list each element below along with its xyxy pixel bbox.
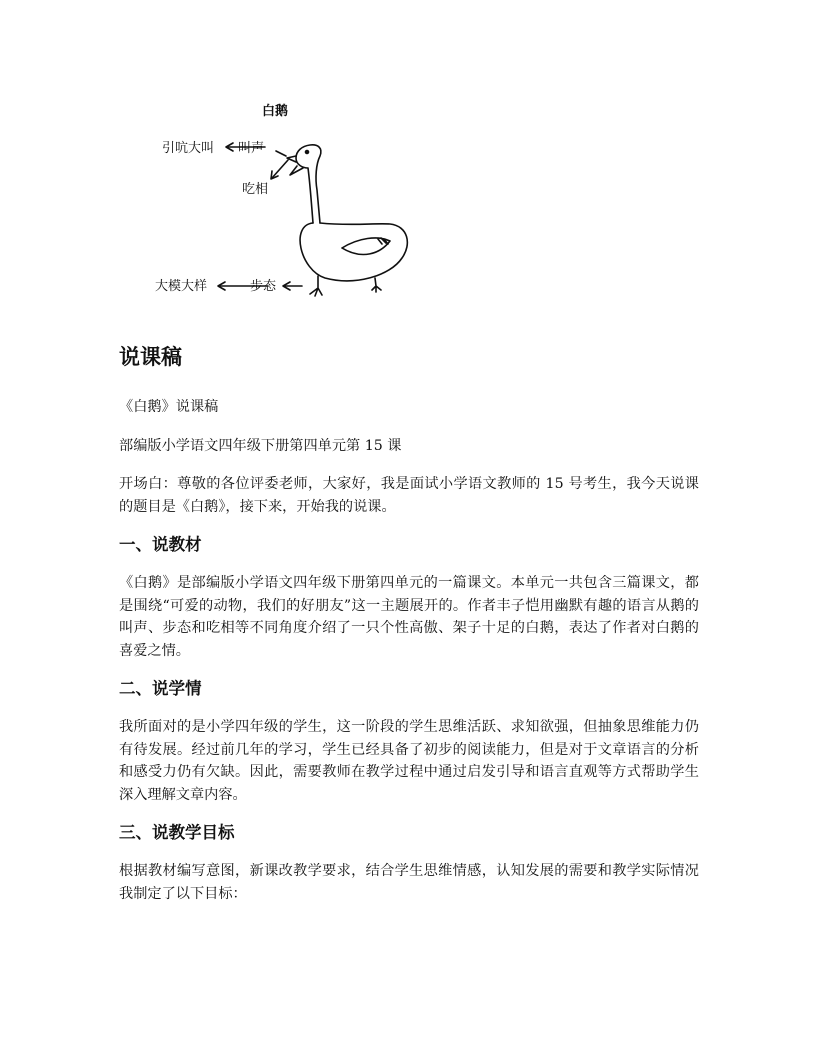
label-eat: 吃相: [242, 182, 269, 197]
document-body: [119, 340, 699, 919]
label-cry: 叫声: [238, 141, 265, 156]
lesson-info: 部编版小学语文四年级下册第四单元第 15 课: [119, 437, 402, 454]
section-heading-textbook: 一、说教材: [119, 535, 202, 554]
label-loud-call: 引吭大叫: [162, 141, 215, 156]
section-heading-goals: 三、说教学目标: [119, 823, 235, 842]
label-gait: 步态: [250, 279, 277, 294]
section-text-goals: 根据教材编写意图，新课改教学要求，结合学生思维情感，认知发展的需要和教学实际情况我制定了以下目标：: [119, 863, 699, 902]
opening-paragraph: 开场白：尊敬的各位评委老师，大家好，我是面试小学语文教师的 15 号考生，我今天说课的题目是《白鹅》，接下来，开始我的说课。: [119, 476, 699, 515]
page-title: 说课稿: [119, 345, 182, 369]
section-text-textbook: 《白鹅》是部编版小学语文四年级下册第四单元的一篇课文。本单元一共包含三篇课文，都是围绕“可爱的动物，我们的好朋友”这一主题展开的。作者丰子恺用幽默有趣的语言从鹅的叫声、步态和吃相等不同角度介绍了一只个性高傲、架子十足的白鹅，表达了作者对白鹅的喜爱之情。: [119, 575, 699, 659]
section-text-students: 我所面对的是小学四年级的学生，这一阶段的学生思维活跃、求知欲强，但抽象思维能力仍有待发展。经过前几年的学习，学生已经具备了初步的阅读能力，但是对于文章语言的分析和感受力仍有欠缺。因此，需要教师在教学过程中通过启发引导和语言直观等方式帮助学生深入理解文章内容。: [119, 719, 699, 803]
doc-subtitle: 《白鹅》说课稿: [119, 399, 219, 415]
goose-diagram: [150, 98, 420, 308]
label-swagger: 大模大样: [155, 279, 208, 294]
diagram-title: 白鹅: [262, 104, 289, 119]
section-heading-students: 二、说学情: [119, 679, 202, 698]
goose-drawing: [150, 98, 420, 308]
